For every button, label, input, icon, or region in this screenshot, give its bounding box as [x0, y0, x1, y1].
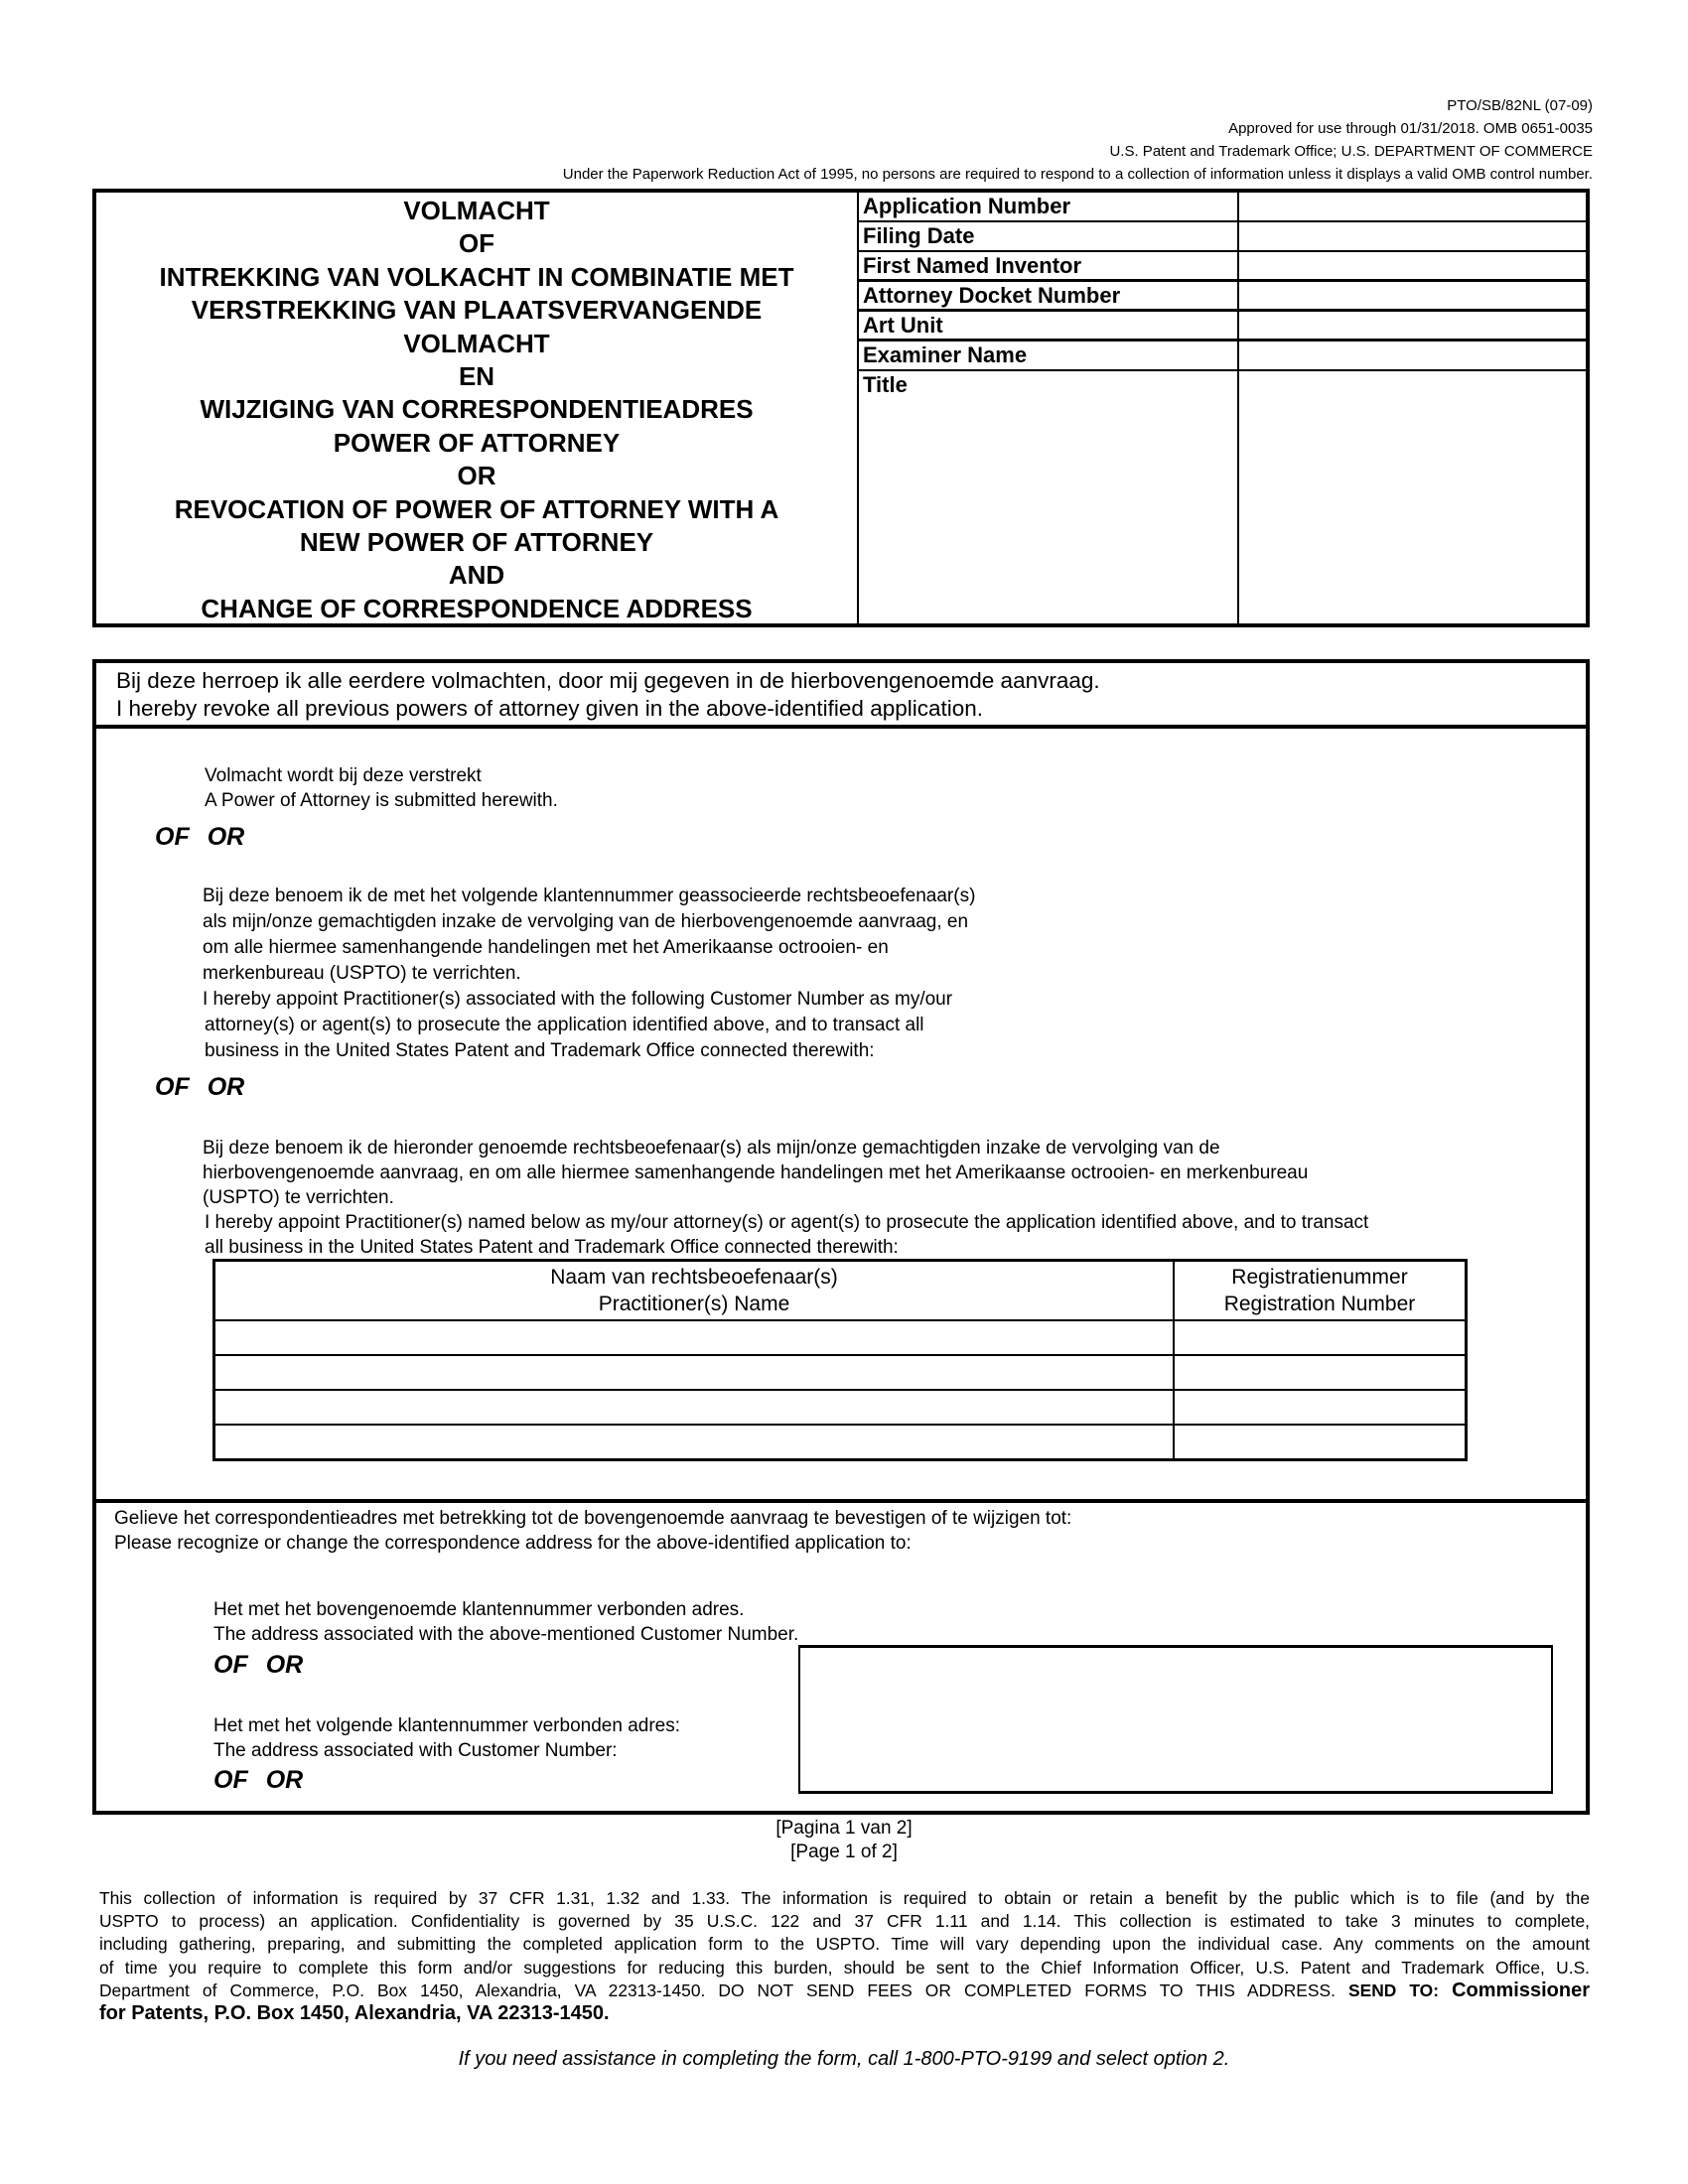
option-submitted-nl: Volmacht wordt bij deze verstrekt [205, 765, 482, 786]
title-line: EN [458, 361, 495, 392]
send-to-address: Commissioner [1452, 1979, 1590, 2001]
practitioner-name-cell[interactable] [214, 1320, 1175, 1355]
option-customer-nl-line: Bij deze benoem ik de met het volgende klantennummer geassocieerde rechtsbeoefenaar(s) [203, 886, 976, 906]
title-line: INTREKKING VAN VOLKACHT IN COMBINATIE MET [159, 261, 794, 292]
burden-line: of time you require to complete this form and/or suggestions for reducing this burden, should be sent to the Chief Information Officer, U.S. Patent and Trademark Office, U.S. [99, 1957, 1590, 1978]
title-field[interactable] [1237, 371, 1586, 623]
correspondence-above-nl: Het met het bovengenoemde klantennummer verbonden adres. [213, 1599, 745, 1620]
assistance-note: If you need assistance in completing the form, call 1-800-PTO-9199 and select option 2. [458, 2048, 1230, 2070]
or-separator: OF OR [155, 823, 245, 851]
burden-line: USPTO to process) an application. Confidentiality is governed by 35 U.S.C. 122 and 37 CFR 1.11 and 1.14. This collection is estimated to take 3 minutes to complete, [99, 1911, 1590, 1932]
agency-line: U.S. Patent and Trademark Office; U.S. DEPARTMENT OF COMMERCE [1109, 143, 1593, 160]
practitioner-name-cell[interactable] [214, 1390, 1175, 1425]
filing-date-field[interactable] [1237, 222, 1586, 250]
application-number-label: Application Number [863, 194, 1071, 218]
title-line: AND [448, 560, 505, 591]
filing-date-label: Filing Date [863, 223, 975, 248]
title-line: VERSTREKKING VAN PLAATSVERVANGENDE [191, 295, 763, 326]
first-named-inventor-row [859, 252, 1586, 282]
option-named-nl-line: (USPTO) te verrichten. [203, 1187, 394, 1208]
title-line: POWER OF ATTORNEY [333, 427, 621, 458]
registration-number-header: Registratienummer Registration Number [1174, 1261, 1467, 1321]
title-line: VOLMACHT [403, 328, 550, 358]
application-info-table [859, 193, 1586, 623]
registration-number-cell[interactable] [1174, 1320, 1467, 1355]
examiner-name-row [859, 341, 1586, 371]
option-named-en-line: all business in the United States Patent and Trademark Office connected therewith: [205, 1237, 899, 1258]
form-title [96, 193, 859, 623]
option-named-nl-line: Bij deze benoem ik de hieronder genoemde rechtsbeoefenaar(s) als mijn/onze gemachtigden inzake de vervolging van de [203, 1138, 1220, 1159]
practitioner-name-cell[interactable] [214, 1425, 1175, 1460]
title-line: VOLMACHT [403, 196, 550, 225]
or-separator: OF OR [213, 1766, 304, 1794]
revocation-nl: Bij deze herroep ik alle eerdere volmachten, door mij gegeven in de hierbovengenoemde aanvraag. [116, 668, 1100, 693]
title-box [92, 189, 1590, 627]
title-line: OR [457, 461, 496, 491]
burden-line: including gathering, preparing, and submitting the completed application form to the USPTO. Time will vary depending upon the individual case. Any comments on the amount [99, 1934, 1590, 1955]
application-number-row [859, 193, 1586, 222]
burden-line-with-send-to: Department of Commerce, P.O. Box 1450, Alexandria, VA 22313-1450. DO NOT SEND FEES OR COMPLETED FORMS TO THIS ADDRESS. SEND TO: Commissioner [99, 1979, 1590, 2001]
option-customer-nl-line: om alle hiermee samenhangende handelingen met het Amerikaanse octrooien- en [203, 937, 889, 958]
page-number-nl: [Pagina 1 van 2] [775, 1818, 913, 1839]
title-line: WIJZIGING VAN CORRESPONDENTIEADRES [200, 394, 754, 425]
send-to-label: SEND TO: [1348, 1979, 1439, 2000]
customer-number-field[interactable] [798, 1645, 1553, 1794]
approval-notice: Approved for use through 01/31/2018. OMB 0651-0035 [1228, 120, 1593, 137]
title-line: NEW POWER OF ATTORNEY [299, 527, 654, 558]
paperwork-notice: Under the Paperwork Reduction Act of 1995, no persons are required to respond to a collection of information unless it displays a valid OMB control number. [562, 166, 1593, 183]
table-row [214, 1320, 1467, 1355]
burden-statement [99, 1887, 1590, 2025]
practitioner-name-cell[interactable] [214, 1355, 1175, 1390]
attorney-docket-number-label: Attorney Docket Number [863, 283, 1121, 308]
correspondence-above-en: The address associated with the above-mentioned Customer Number. [213, 1624, 799, 1645]
art-unit-field[interactable] [1237, 312, 1586, 339]
correspondence-intro-nl: Gelieve het correspondentieadres met betrekking tot de bovengenoemde aanvraag te bevestigen of te wijzigen tot: [114, 1508, 1072, 1529]
registration-number-cell[interactable] [1174, 1425, 1467, 1460]
option-named-nl-line: hierbovengenoemde aanvraag, en om alle hiermee samenhangende handelingen met het Amerikaanse octrooien- en merkenbureau [203, 1162, 1309, 1183]
table-row [214, 1355, 1467, 1390]
table-row [214, 1425, 1467, 1460]
title-line: OF [458, 228, 495, 259]
form-id: PTO/SB/82NL (07-09) [1447, 97, 1593, 114]
first-named-inventor-label: First Named Inventor [863, 253, 1082, 278]
burden-line: This collection of information is required by 37 CFR 1.31, 1.32 and 1.33. The information is required to obtain or retain a benefit by the public which is to file (and by the [99, 1888, 1590, 1908]
attorney-docket-number-field[interactable] [1237, 282, 1586, 309]
title-line: REVOCATION OF POWER OF ATTORNEY WITH A [174, 493, 779, 524]
option-customer-en-line: business in the United States Patent and Trademark Office connected therewith: [205, 1040, 875, 1061]
correspondence-following-en: The address associated with Customer Number: [213, 1740, 618, 1761]
option-customer-en-line: attorney(s) or agent(s) to prosecute the application identified above, and to transact all [205, 1015, 924, 1035]
option-submitted-en: A Power of Attorney is submitted herewith. [205, 790, 558, 811]
or-separator: OF OR [155, 1073, 245, 1101]
title-row [859, 371, 1586, 623]
registration-number-cell[interactable] [1174, 1390, 1467, 1425]
registration-number-cell[interactable] [1174, 1355, 1467, 1390]
attorney-docket-number-row [859, 282, 1586, 312]
title-line: CHANGE OF CORRESPONDENCE ADDRESS [201, 593, 753, 623]
or-separator: OF OR [213, 1651, 304, 1679]
art-unit-row [859, 312, 1586, 341]
correspondence-intro-en: Please recognize or change the correspondence address for the above-identified application to: [114, 1533, 912, 1554]
revocation-statement [96, 663, 1586, 729]
practitioner-name-header: Naam van rechtsbeoefenaar(s) Practitioner(s) Name [214, 1261, 1175, 1321]
option-named-en-line: I hereby appoint Practitioner(s) named below as my/our attorney(s) or agent(s) to prosecute the application identified above, and to transact [205, 1212, 1369, 1233]
table-row [214, 1390, 1467, 1425]
first-named-inventor-field[interactable] [1237, 252, 1586, 279]
correspondence-following-nl: Het met het volgende klantennummer verbonden adres: [213, 1715, 680, 1736]
appointment-section [92, 659, 1590, 1815]
examiner-name-label: Examiner Name [863, 342, 1028, 367]
revocation-en: I hereby revoke all previous powers of attorney given in the above-identified application. [116, 696, 984, 721]
option-customer-en-line: I hereby appoint Practitioner(s) associated with the following Customer Number as my/our [203, 989, 953, 1010]
application-number-field[interactable] [1237, 193, 1586, 220]
page-number-en: [Page 1 of 2] [790, 1842, 898, 1862]
send-to-address-line: for Patents, P.O. Box 1450, Alexandria, VA 22313-1450. [99, 2002, 610, 2025]
art-unit-label: Art Unit [863, 313, 943, 338]
title-label: Title [863, 372, 908, 397]
correspondence-section [96, 1499, 1586, 1811]
practitioner-table [212, 1259, 1468, 1461]
option-customer-nl-line: merkenbureau (USPTO) te verrichten. [203, 963, 521, 984]
option-customer-nl-line: als mijn/onze gemachtigden inzake de vervolging van de hierbovengenoemde aanvraag, en [203, 911, 969, 932]
filing-date-row [859, 222, 1586, 252]
examiner-name-field[interactable] [1237, 341, 1586, 369]
